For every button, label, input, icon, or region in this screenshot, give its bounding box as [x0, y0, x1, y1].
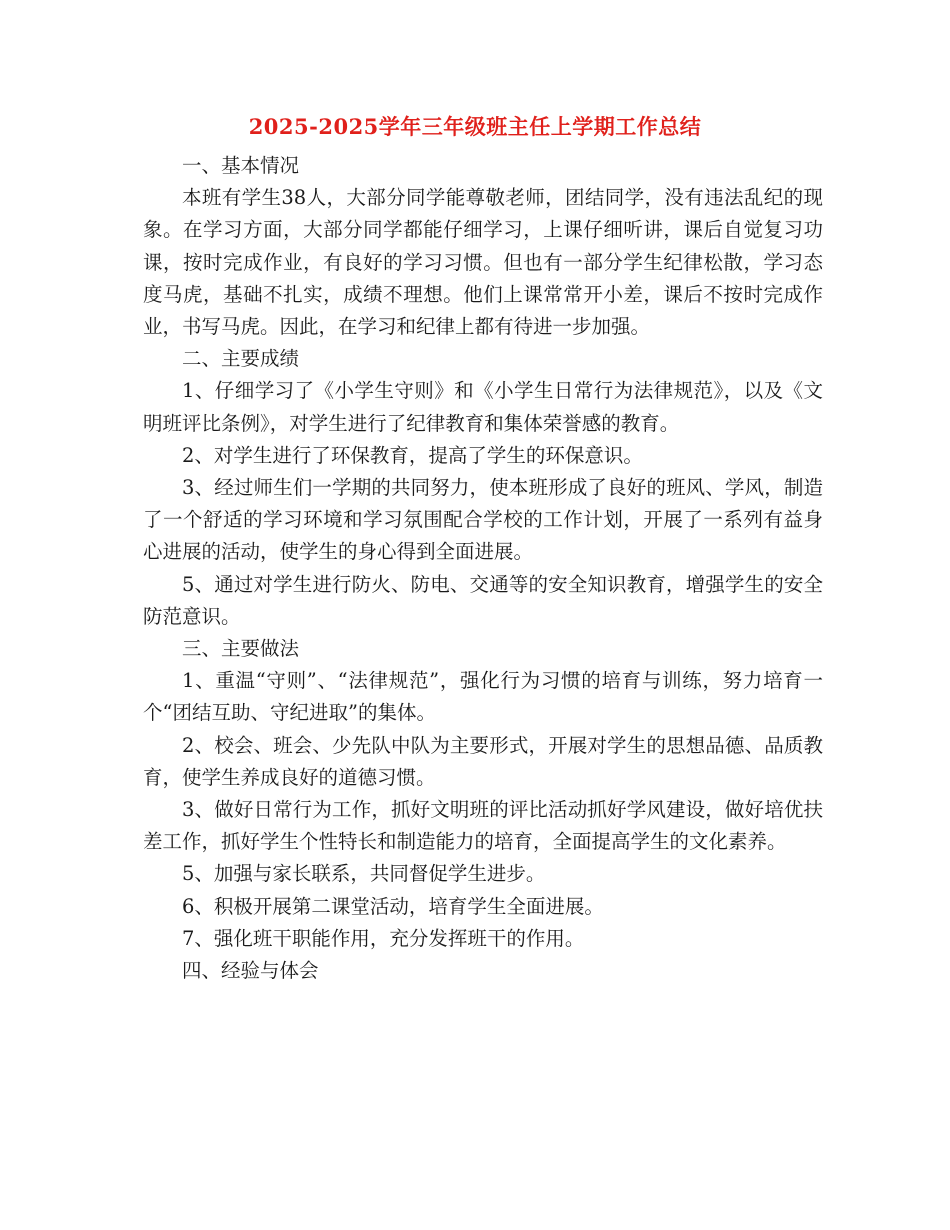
document-body — [143, 150, 823, 987]
paragraph: 1、重温“守则”、“法律规范”，强化行为习惯的培育与训练，努力培育一个“团结互助、守纪进取”的集体。 — [143, 669, 823, 725]
section-heading-basic-situation: 一、基本情况 — [182, 154, 300, 177]
paragraph: 3、经过师生们一学期的共同努力，使本班形成了良好的班风、学风，制造了一个舒适的学习环境和学习氛围配合学校的工作计划，开展了一系列有益身心进展的活动，使学生的身心得到全面进展。 — [143, 476, 823, 564]
document-title: 2025-2025学年三年级班主任上学期工作总结 — [248, 114, 702, 139]
paragraph: 6、积极开展第二课堂活动，培育学生全面进展。 — [182, 894, 604, 918]
section-heading-main-achievements: 二、主要成绩 — [182, 347, 300, 371]
paragraph: 1、仔细学习了《小学生守则》和《小学生日常行为法律规范》，以及《文明班评比条例》，对学生进行了纪律教育和集体荣誉感的教育。 — [143, 379, 823, 435]
paragraph: 5、加强与家长联系，共同督促学生进步。 — [182, 862, 546, 886]
paragraph: 本班有学生38人，大部分同学能尊敬老师，团结同学，没有违法乱纪的现象。在学习方面，大部分同学都能仔细学习，上课仔细听讲，课后自觉复习功课，按时完成作业，有良好的学习习惯。但也有一部分学生纪律松散，学习态度马虎，基础不扎实，成绩不理想。他们上课常常开小差，课后不按时完成作业，书写马虎。因此，在学习和纪律上都有待进一步加强。 — [143, 186, 823, 339]
section-heading-main-methods: 三、主要做法 — [182, 637, 300, 661]
paragraph: 2、校会、班会、少先队中队为主要形式，开展对学生的思想品德、品质教育，使学生养成良好的道德习惯。 — [143, 733, 823, 789]
paragraph: 7、强化班干职能作用，充分发挥班干的作用。 — [182, 926, 585, 950]
paragraph: 5、通过对学生进行防火、防电、交通等的安全知识教育，增强学生的安全防范意识。 — [143, 572, 823, 628]
section-heading-experience: 四、经验与体会 — [182, 959, 319, 983]
paragraph: 3、做好日常行为工作，抓好文明班的评比活动抓好学风建设，做好培优扶差工作，抓好学生个性特长和制造能力的培育，全面提高学生的文化素养。 — [143, 798, 823, 854]
paragraph: 2、对学生进行了环保教育，提高了学生的环保意识。 — [182, 443, 643, 467]
